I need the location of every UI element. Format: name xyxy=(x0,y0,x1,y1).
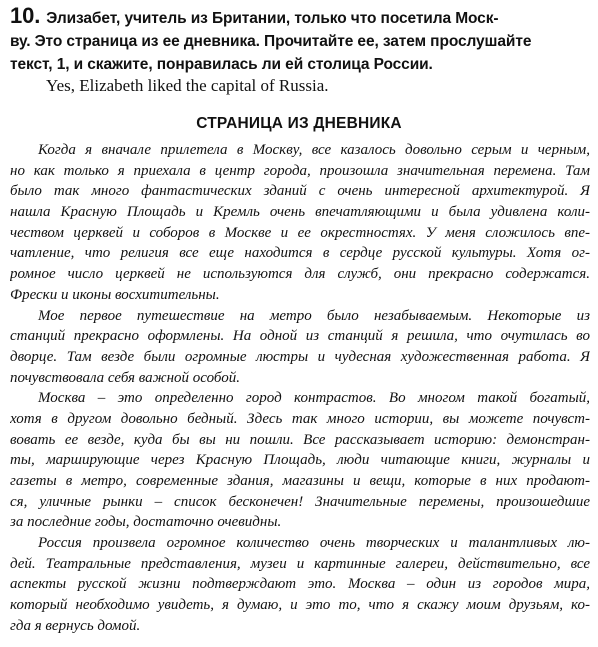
diary-paragraph-3 xyxy=(10,388,590,533)
text-line: Когда я вначале прилетела в Москву, все казалось довольно серым и черным, xyxy=(38,142,590,158)
task-line xyxy=(10,4,590,30)
diary-paragraph-4 xyxy=(10,533,590,636)
text-line: гда я вернусь домой. xyxy=(10,617,141,634)
text-line: Мое первое путешествие на метро было незабываемым. Некоторые из xyxy=(38,307,590,324)
diary-paragraph-1 xyxy=(10,140,590,306)
handwritten-answer: Yes, Elizabeth liked the capital of Russia. xyxy=(46,76,329,95)
task-line: ву. Это страница из ее дневника. Прочитайте ее, затем прослушайте xyxy=(10,33,532,50)
text-line: чеством церквей и соборов в Москве и ее окрестностях. У меня сложилось впе- xyxy=(10,224,590,241)
text-line: почувствовала себя важной особой. xyxy=(10,369,240,386)
text-line: но как только я приехала в центр города, произошла значительная перемена. Там xyxy=(10,162,590,179)
text-line: аспекты русской жизни подтверждают это. Москва – один из городов мира, xyxy=(10,576,590,593)
task-instruction xyxy=(10,4,590,76)
task-number: 10. xyxy=(10,3,41,28)
diary-heading: СТРАНИЦА ИЗ ДНЕВНИКА xyxy=(196,115,402,132)
text-line: нашла Красную Площадь и Кремль очень впечатляющими и была удивлена коли- xyxy=(10,204,590,221)
text-line: ты, марширующие через Красную Площадь, люди читающие книги, журналы и xyxy=(10,452,590,469)
text-line: дворце. Там везде были огромные люстры и чудесная художественная работа. Я xyxy=(10,348,590,365)
text-line: хотя в другом довольно бедный. Здесь так много истории, вы можете почувст- xyxy=(10,410,590,427)
text-line: газеты в метро, современные здания, магазины и вещи, которые в них продают- xyxy=(10,473,590,489)
text-line: Фрески и иконы восхитительны. xyxy=(10,286,220,303)
text-line: было так много фантастических зданий с очень интересной архитектурой. Я xyxy=(10,183,590,200)
diary-text xyxy=(10,140,590,637)
task-line: текст, 1, и скажите, понравилась ли ей столица России. xyxy=(10,56,433,73)
text-line: чатление, что религия все еще находится в сердце русской культуры. Хотя ог- xyxy=(10,245,590,262)
text-line: ромное число церквей не используются для служб, они прекрасно содержатся. xyxy=(10,266,590,283)
text-line: ся, уличные рынки – список бесконечен! Значительные перемены, произошедшие xyxy=(10,493,590,510)
text-line: вовать ее везде, куда бы вы ни пошли. Все рассказывает историю: демонстран- xyxy=(10,431,590,448)
text-line: станций прекрасно оформлены. На одной из станций я решила, что очутилась во xyxy=(10,328,590,345)
text-line: который необходимо увидеть, я думаю, и это то, что я скажу моим друзьям, ко- xyxy=(10,597,590,614)
text-line: за последние годы, достаточно очевидны. xyxy=(10,514,282,531)
text-line: Россия произвела огромное количество очень творческих и талантливых лю- xyxy=(38,535,590,552)
text-line: Москва – это определенно город контрастов. Во многом такой богатый, xyxy=(38,390,590,407)
task-line-text: Элизабет, учитель из Британии, только что посетила Моск- xyxy=(46,10,499,27)
text-line: дей. Театральные представления, музеи и картинные галереи, действительно, все xyxy=(10,555,590,572)
diary-paragraph-2 xyxy=(10,306,590,389)
